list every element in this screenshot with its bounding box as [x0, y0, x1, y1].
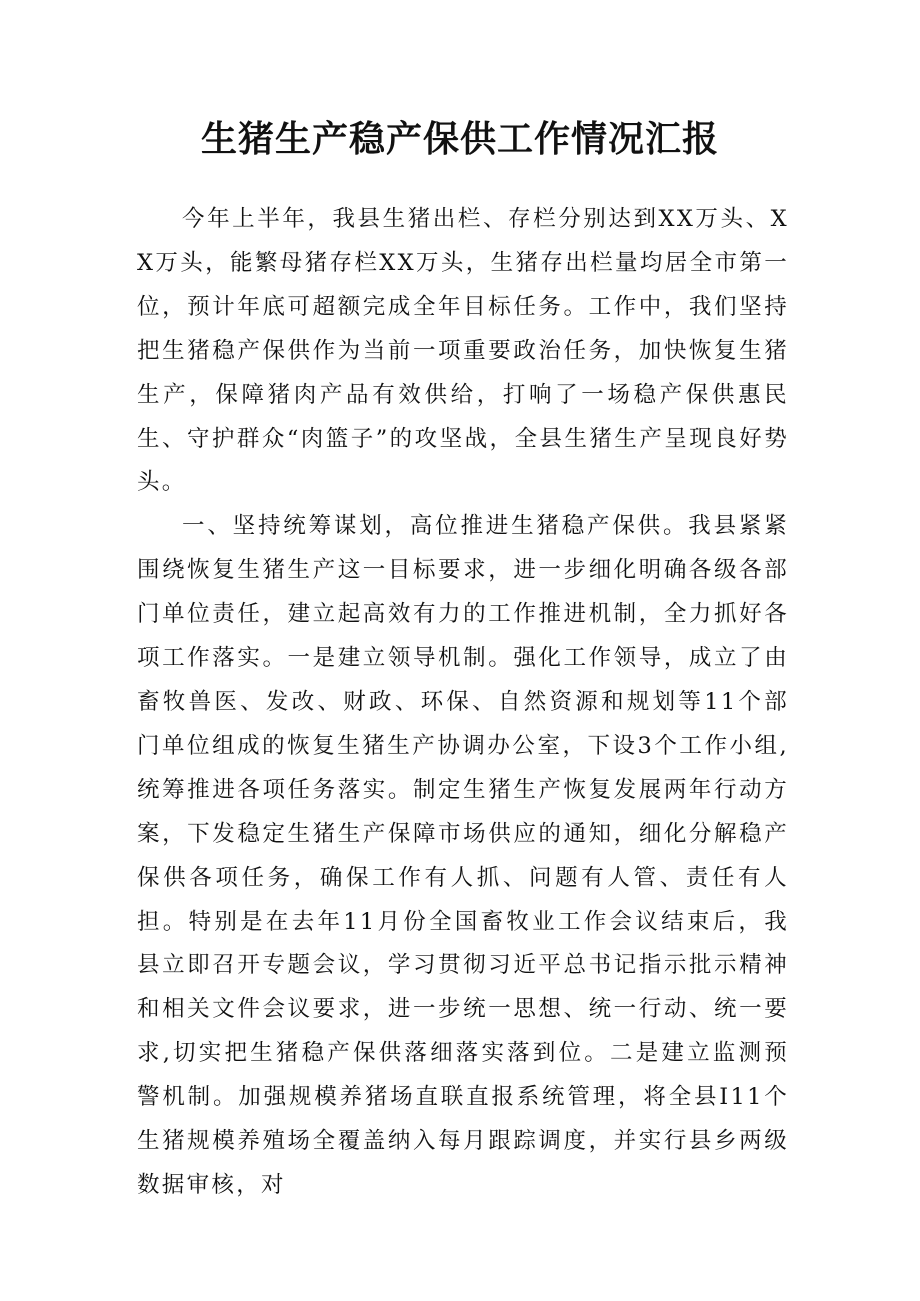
document-body	[137, 198, 789, 1208]
document-title: 生猪生产稳产保供工作情况汇报	[200, 119, 719, 160]
paragraph-intro: 今年上半年，我县生猪出栏、存栏分别达到XX万头、XX万头，能繁母猪存栏XX万头，生猪存出栏量均居全市第一位，预计年底可超额完成全年目标任务。工作中，我们坚持把生猪稳产保供作为当前一项重要政治任务，加快恢复生猪生产，保障猪肉产品有效供给，打响了一场稳产保供惠民生、守护群众“肉篮子”的攻坚战，全县生猪生产呈现良好势头。	[137, 206, 789, 496]
paragraph-section-one: 一、坚持统筹谋划，高位推进生猪稳产保供。我县紧紧围绕恢复生猪生产这一目标要求，进一步细化明确各级各部门单位责任，建立起高效有力的工作推进机制，全力抓好各项工作落实。一是建立领导机制。强化工作领导，成立了由畜牧兽医、发改、财政、环保、自然资源和规划等11个部门单位组成的恢复生猪生产协调办公室，下设3个工作小组,统筹推进各项任务落实。制定生猪生产恢复发展两年行动方案，下发稳定生猪生产保障市场供应的通知，细化分解稳产保供各项任务，确保工作有人抓、问题有人管、责任有人担。特别是在去年11月份全国畜牧业工作会议结束后，我县立即召开专题会议，学习贯彻习近平总书记指示批示精神和相关文件会议要求，进一步统一思想、统一行动、统一要求,切实把生猪稳产保供落细落实落到位。二是建立监测预警机制。加强规模养猪场直联直报系统管理，将全县I11个生猪规模养殖场全覆盖纳入每月跟踪调度，并实行县乡两级数据审核，对	[137, 513, 789, 1198]
